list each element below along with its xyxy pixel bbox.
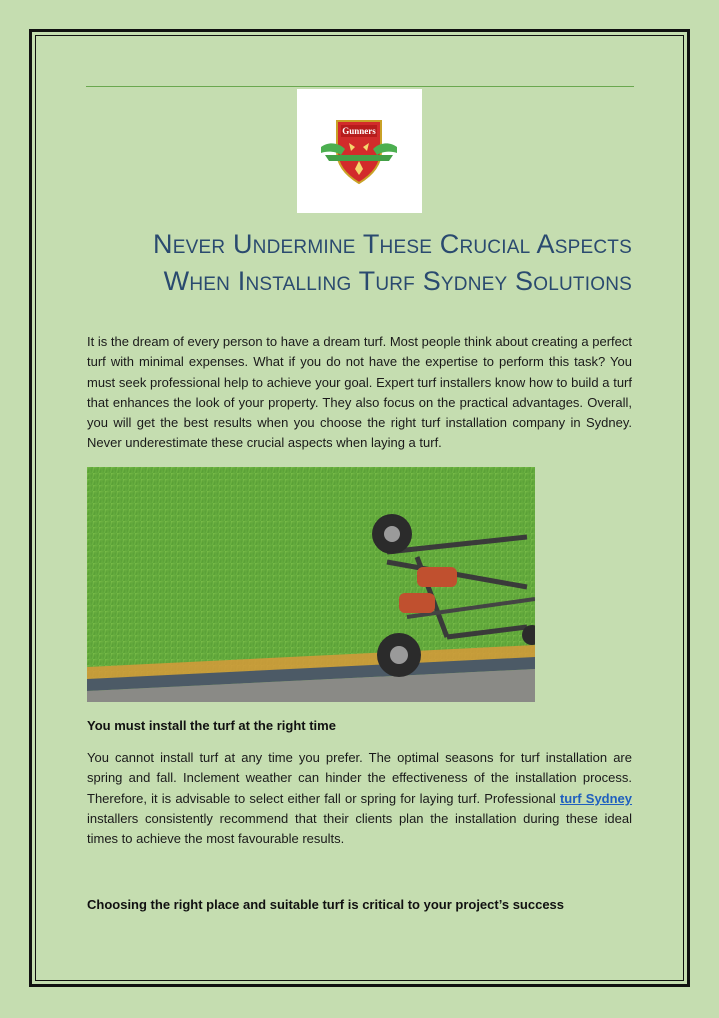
turf-sydney-link[interactable]: turf Sydney (559, 790, 633, 806)
title-line-2: When Installing Turf Sydney Solutions (163, 266, 632, 296)
section1-text-after: installers consistently recommend that their clients plan the installation during these ideal times to achieve the most favourable results. (87, 810, 632, 847)
turf-photo (87, 467, 535, 702)
section1-paragraph (87, 748, 632, 849)
section2-heading: Choosing the right place and suitable turf is critical to your project’s success (87, 897, 565, 912)
top-divider (86, 86, 634, 87)
intro-paragraph: It is the dream of every person to have a dream turf. Most people think about creating a perfect turf with minimal expenses. What if you do not have the expertise to perform this task? You must seek professional help to achieve your goal. Expert turf installers know how to build a turf that enhances the look of your property. They also focus on the practical advantages. Overall, you will get the best results when you choose the right turf installation company in Sydney. Never underestimate these crucial aspects when laying a turf. (87, 334, 632, 451)
logo-box (297, 89, 422, 213)
section1-text-before: You cannot install turf at any time you prefer. The optimal seasons for turf installation are spring and fall. Inclement weather can hinder the effectiveness of the installation process. Therefore, it is advisable to select either fall or spring for laying turf. Professional (87, 750, 632, 806)
section1-heading: You must install the turf at the right time (87, 718, 336, 733)
page-title (90, 226, 632, 300)
logo-brand-text: Gunners (342, 126, 376, 136)
title-line-1: Never Undermine These Crucial Aspects (153, 229, 632, 259)
turf-machine-image (87, 467, 535, 702)
gunners-shield-logo (319, 117, 399, 185)
